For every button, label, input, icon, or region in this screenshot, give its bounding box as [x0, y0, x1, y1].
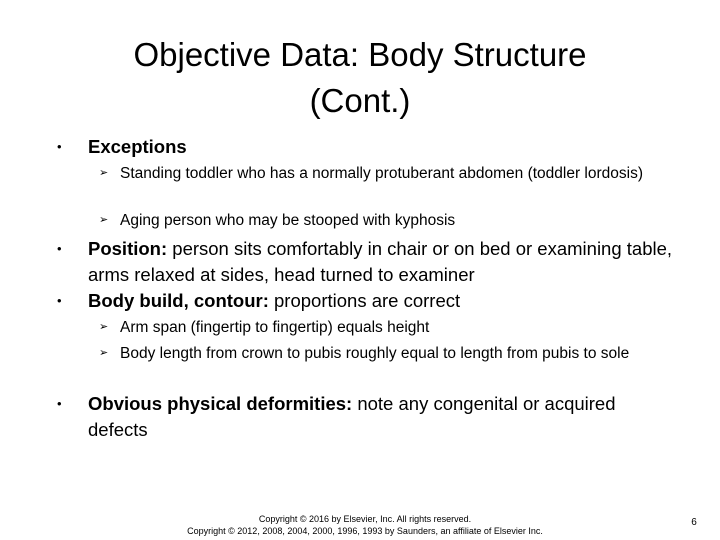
bullet-text: note any congenital or acquired defects: [88, 393, 616, 440]
copyright-line-1: Copyright © 2016 by Elsevier, Inc. All rights reserved.: [258, 514, 472, 524]
bullet-label: Exceptions: [88, 136, 187, 157]
bullet-label: Body build, contour:: [88, 290, 269, 311]
bullet-icon: •: [57, 396, 62, 411]
arrow-bullet-icon: ➢: [99, 167, 109, 179]
bullet-item-position: [57, 236, 678, 288]
arrow-bullet-icon: ➢: [99, 214, 109, 226]
bullet-text: proportions are correct: [268, 290, 461, 311]
bullet-text: person sits comfortably in chair or on bed or examining table, arms relaxed at sides, head turned to examiner: [88, 238, 673, 285]
slide-title-line-2: (Cont.): [309, 82, 411, 119]
arrow-bullet-icon: ➢: [99, 347, 109, 359]
bullet-item-exceptions: [57, 134, 678, 160]
copyright-footer: [150, 513, 580, 537]
sub-bullet-text: Standing toddler who has a normally protuberant abdomen (toddler lordosis): [120, 165, 643, 182]
arrow-bullet-icon: ➢: [99, 321, 109, 333]
sub-bullet-text: Body length from crown to pubis roughly equal to length from pubis to sole: [120, 345, 630, 362]
bullet-icon: •: [57, 139, 62, 154]
page-number: 6: [691, 517, 697, 528]
bullet-item-body-build: [57, 288, 678, 314]
copyright-line-2: Copyright © 2012, 2008, 2004, 2000, 1996, 1993 by Saunders, an affiliate of Elsevier Inc.: [187, 526, 543, 536]
sub-bullet-text: Aging person who may be stooped with kyphosis: [120, 212, 456, 229]
bullet-item-deformities: [57, 391, 678, 443]
sub-bullet-text: Arm span (fingertip to fingertip) equals height: [120, 319, 430, 336]
sub-bullet-item: [99, 163, 680, 184]
slide-title: [60, 32, 660, 124]
bullet-label: Position:: [88, 238, 168, 259]
sub-bullet-item: [99, 210, 680, 231]
slide-title-line-1: Objective Data: Body Structure: [133, 36, 587, 73]
bullet-icon: •: [57, 293, 62, 308]
sub-bullet-item: [99, 343, 680, 364]
sub-bullet-item: [99, 317, 680, 338]
bullet-label: Obvious physical deformities:: [88, 393, 353, 414]
bullet-icon: •: [57, 241, 62, 256]
